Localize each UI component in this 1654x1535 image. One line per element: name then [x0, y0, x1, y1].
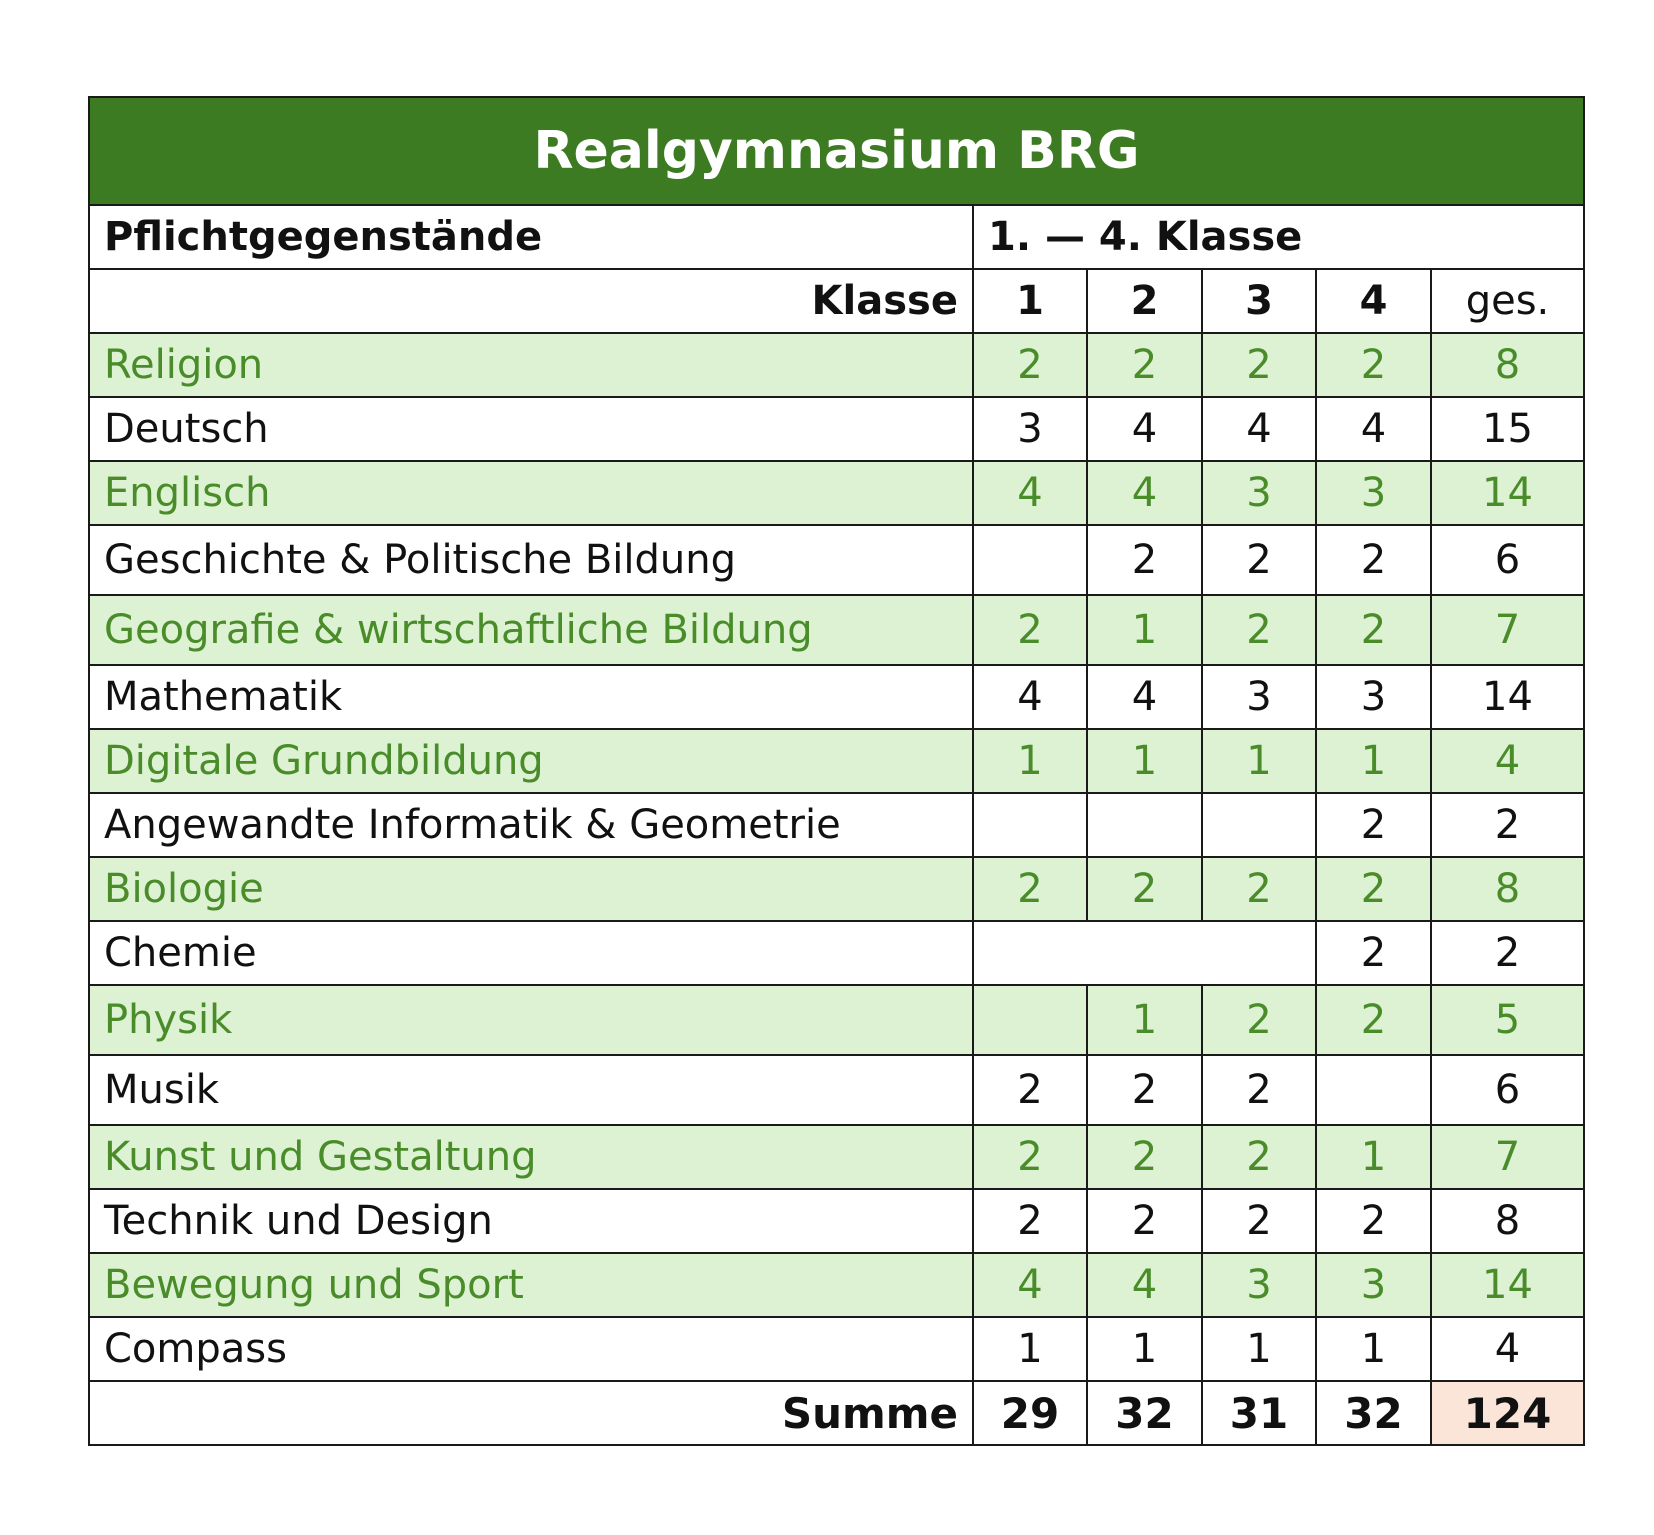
hours-cell: 1 [1087, 1317, 1202, 1381]
hours-cell [1087, 793, 1202, 857]
column-header: 3 [1202, 269, 1316, 333]
hours-cell: 2 [1087, 1189, 1202, 1253]
hours-cell: 2 [1202, 857, 1316, 921]
hours-cell: 2 [1202, 333, 1316, 397]
row-total: 6 [1431, 525, 1584, 595]
table-row [89, 921, 1584, 985]
table-row [89, 1317, 1584, 1381]
table-row [89, 857, 1584, 921]
hours-cell: 2 [1202, 525, 1316, 595]
klasse-label: Klasse [89, 269, 973, 333]
hours-cell: 2 [973, 1125, 1087, 1189]
row-total: 2 [1431, 921, 1584, 985]
hours-cell: 2 [1316, 985, 1431, 1055]
hours-cell: 2 [973, 595, 1087, 665]
hours-cell: 3 [1202, 665, 1316, 729]
hours-cell: 2 [973, 1189, 1087, 1253]
table-row [89, 1055, 1584, 1125]
row-total: 5 [1431, 985, 1584, 1055]
hours-cell: 2 [1202, 1055, 1316, 1125]
table-row [89, 1253, 1584, 1317]
subject-name: Englisch [89, 461, 973, 525]
hours-cell: 2 [1087, 1125, 1202, 1189]
subject-name: Deutsch [89, 397, 973, 461]
hours-cell: 1 [1202, 729, 1316, 793]
column-header: 2 [1087, 269, 1202, 333]
summary-value: 29 [973, 1381, 1087, 1445]
curriculum-table [88, 96, 1585, 1446]
hours-cell: 3 [1202, 461, 1316, 525]
table-row [89, 333, 1584, 397]
hours-cell: 3 [1316, 665, 1431, 729]
row-total: 4 [1431, 1317, 1584, 1381]
subject-name: Musik [89, 1055, 973, 1125]
hours-cell [1087, 921, 1202, 985]
table-title: Realgymnasium BRG [89, 97, 1584, 205]
row-total: 8 [1431, 857, 1584, 921]
column-header-total: ges. [1431, 269, 1584, 333]
subject-name: Technik und Design [89, 1189, 973, 1253]
hours-cell [973, 793, 1087, 857]
hours-cell: 4 [973, 1253, 1087, 1317]
table-row [89, 595, 1584, 665]
subject-name: Kunst und Gestaltung [89, 1125, 973, 1189]
column-header: 4 [1316, 269, 1431, 333]
hours-cell: 4 [973, 665, 1087, 729]
table-row [89, 397, 1584, 461]
column-header: 1 [973, 269, 1087, 333]
summary-value: 31 [1202, 1381, 1316, 1445]
row-total: 6 [1431, 1055, 1584, 1125]
hours-cell: 1 [1202, 1317, 1316, 1381]
table-row [89, 985, 1584, 1055]
table-row [89, 525, 1584, 595]
hours-cell: 2 [1316, 525, 1431, 595]
subject-name: Digitale Grundbildung [89, 729, 973, 793]
hours-cell: 2 [1087, 857, 1202, 921]
row-total: 7 [1431, 595, 1584, 665]
hours-cell: 3 [1316, 1253, 1431, 1317]
hours-cell: 1 [1316, 1317, 1431, 1381]
hours-cell: 2 [1202, 595, 1316, 665]
hours-cell: 2 [1202, 985, 1316, 1055]
hours-cell: 2 [973, 333, 1087, 397]
hours-cell [973, 525, 1087, 595]
subjects-header: Pflichtgegenstände [89, 205, 973, 269]
table-row [89, 793, 1584, 857]
hours-cell: 2 [1316, 921, 1431, 985]
row-total: 8 [1431, 333, 1584, 397]
summary-value: 32 [1316, 1381, 1431, 1445]
row-total: 14 [1431, 1253, 1584, 1317]
summary-label: Summe [89, 1381, 973, 1445]
hours-cell: 1 [1087, 595, 1202, 665]
row-total: 8 [1431, 1189, 1584, 1253]
row-total: 7 [1431, 1125, 1584, 1189]
hours-cell: 3 [973, 397, 1087, 461]
hours-cell [973, 921, 1087, 985]
grade-range-header: 1. — 4. Klasse [973, 205, 1584, 269]
row-total: 15 [1431, 397, 1584, 461]
hours-cell: 2 [1202, 1189, 1316, 1253]
row-total: 4 [1431, 729, 1584, 793]
table-row [89, 1189, 1584, 1253]
hours-cell: 1 [1087, 985, 1202, 1055]
hours-cell: 1 [973, 1317, 1087, 1381]
subject-name: Geschichte & Politische Bildung [89, 525, 973, 595]
summary-value: 32 [1087, 1381, 1202, 1445]
hours-cell: 2 [1087, 525, 1202, 595]
hours-cell: 2 [1202, 1125, 1316, 1189]
subject-name: Physik [89, 985, 973, 1055]
hours-cell: 2 [1087, 333, 1202, 397]
hours-cell: 2 [1316, 333, 1431, 397]
hours-cell: 4 [1087, 461, 1202, 525]
hours-cell: 4 [1316, 397, 1431, 461]
hours-cell: 2 [1316, 793, 1431, 857]
subject-name: Mathematik [89, 665, 973, 729]
row-total: 14 [1431, 665, 1584, 729]
subject-name: Compass [89, 1317, 973, 1381]
hours-cell: 3 [1316, 461, 1431, 525]
subject-name: Religion [89, 333, 973, 397]
table-row [89, 665, 1584, 729]
hours-cell: 2 [973, 1055, 1087, 1125]
table-row [89, 461, 1584, 525]
hours-cell: 3 [1202, 1253, 1316, 1317]
row-total: 2 [1431, 793, 1584, 857]
hours-cell: 1 [1087, 729, 1202, 793]
hours-cell: 2 [1316, 595, 1431, 665]
hours-cell: 2 [973, 857, 1087, 921]
hours-cell: 4 [1087, 665, 1202, 729]
subject-name: Geografie & wirtschaftliche Bildung [89, 595, 973, 665]
table-row [89, 729, 1584, 793]
table-row [89, 1125, 1584, 1189]
subject-name: Bewegung und Sport [89, 1253, 973, 1317]
hours-cell [1202, 793, 1316, 857]
hours-cell: 4 [1202, 397, 1316, 461]
subject-name: Biologie [89, 857, 973, 921]
hours-cell [973, 985, 1087, 1055]
row-total: 14 [1431, 461, 1584, 525]
subject-name: Chemie [89, 921, 973, 985]
hours-cell [1202, 921, 1316, 985]
summary-total: 124 [1431, 1381, 1584, 1445]
hours-cell: 4 [1087, 1253, 1202, 1317]
hours-cell: 1 [1316, 1125, 1431, 1189]
hours-cell [1316, 1055, 1431, 1125]
hours-cell: 4 [973, 461, 1087, 525]
hours-cell: 1 [1316, 729, 1431, 793]
hours-cell: 4 [1087, 397, 1202, 461]
hours-cell: 1 [973, 729, 1087, 793]
hours-cell: 2 [1316, 857, 1431, 921]
hours-cell: 2 [1316, 1189, 1431, 1253]
hours-cell: 2 [1087, 1055, 1202, 1125]
subject-name: Angewandte Informatik & Geometrie [89, 793, 973, 857]
